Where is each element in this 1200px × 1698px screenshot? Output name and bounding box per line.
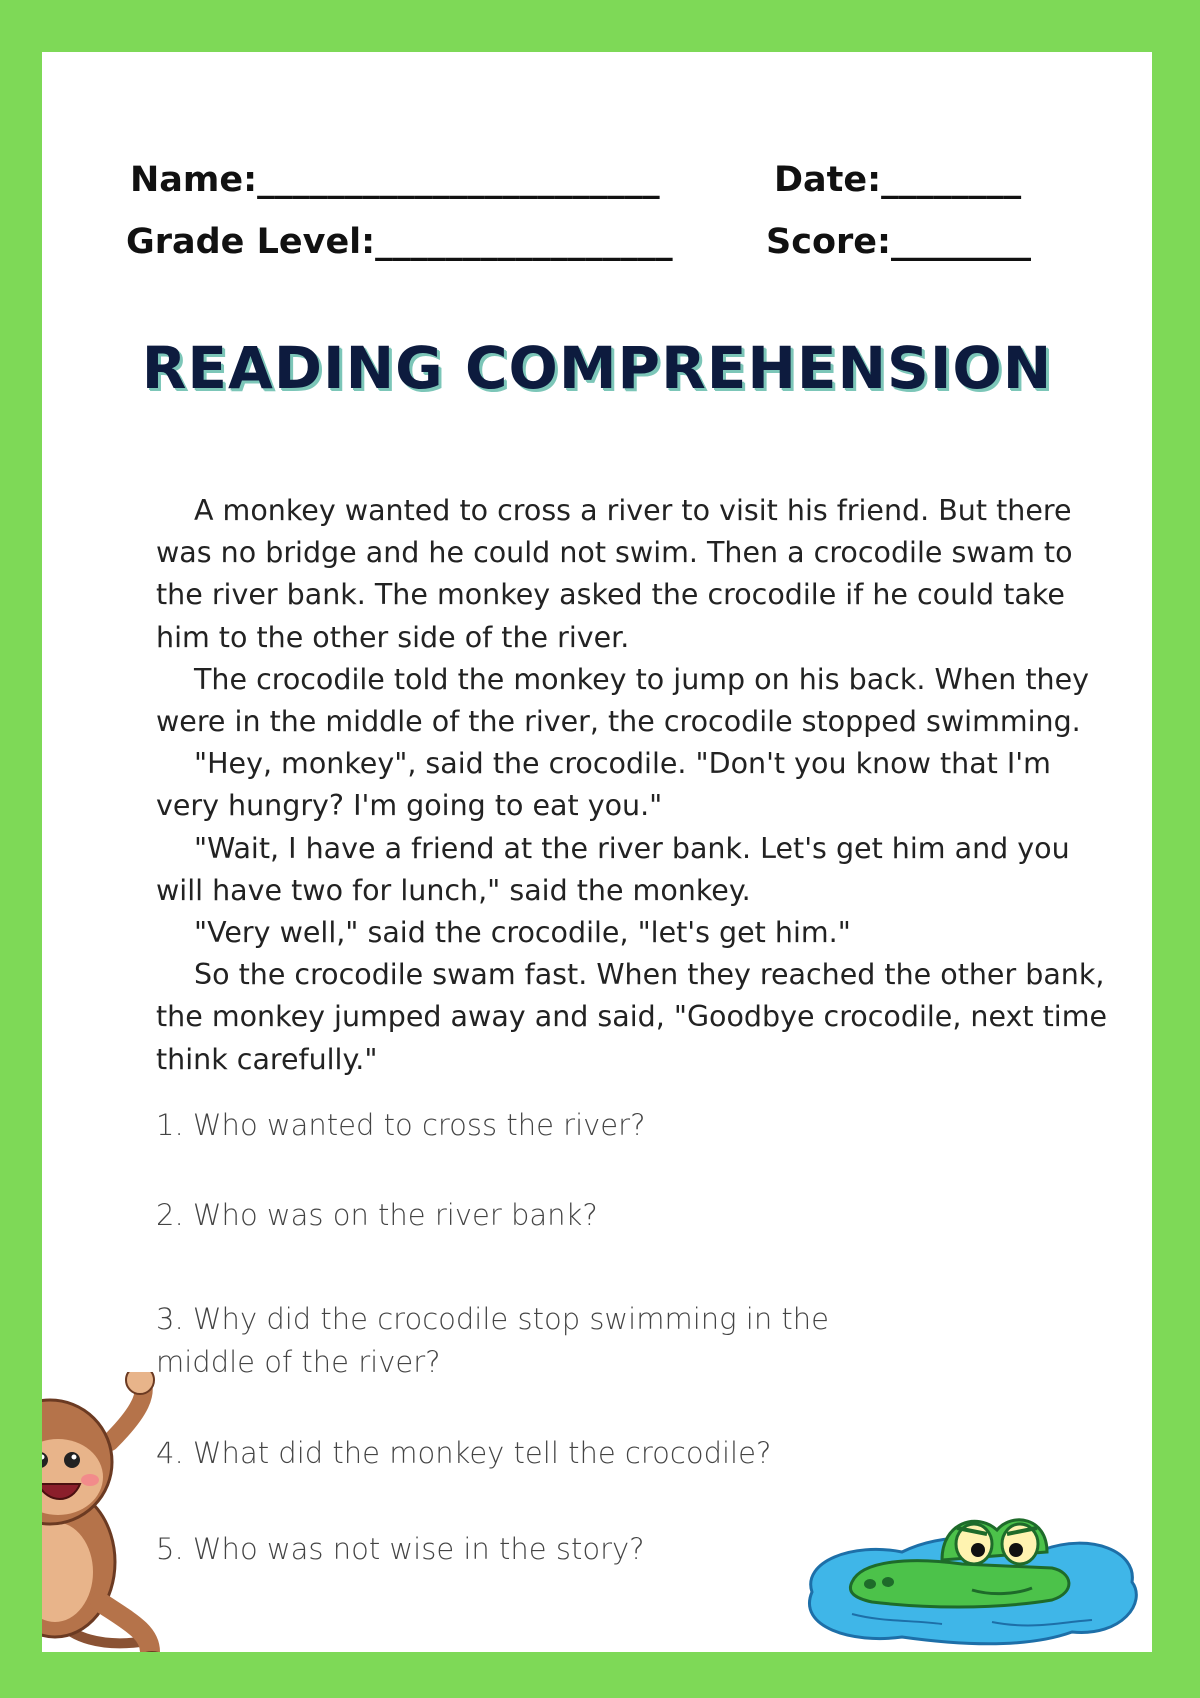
- date-field[interactable]: Date:________: [774, 160, 1022, 200]
- name-field[interactable]: Name:_______________________: [130, 160, 660, 200]
- question-4: 4. What did the monkey tell the crocodile?: [156, 1436, 772, 1470]
- question-3: 3. Why did the crocodile stop swimming in the middle of the river?: [156, 1302, 830, 1379]
- question-5: 5. Who was not wise in the story?: [156, 1532, 645, 1566]
- passage-paragraph: So the crocodile swam fast. When they reached the other bank, the monkey jumped away and said, "Goodbye crocodile, next time think carefully.": [156, 958, 1108, 1076]
- passage-paragraph: A monkey wanted to cross a river to visit his friend. But there was no bridge and he could not swim. Then a crocodile swam to the river bank. The monkey asked the crocodile if he could take him to the other side of the river.: [156, 494, 1073, 654]
- passage-paragraph: The crocodile told the monkey to jump on his back. When they were in the middle of the river, the crocodile stopped swimming.: [156, 662, 1090, 739]
- passage-paragraph: "Wait, I have a friend at the river bank. Let's get him and you will have two for lunch," said the monkey.: [156, 831, 1070, 907]
- score-field[interactable]: Score:________: [766, 222, 1031, 262]
- passage-paragraph: "Very well," said the crocodile, "let's get him.": [194, 916, 851, 950]
- passage-paragraph: "Hey, monkey", said the crocodile. "Don't you know that I'm very hungry? I'm going to eat you.": [156, 747, 1051, 823]
- worksheet-page: [42, 52, 1152, 1652]
- question-1: 1. Who wanted to cross the river?: [156, 1108, 646, 1142]
- monkey-illustration: [42, 1372, 180, 1652]
- grade-level-field[interactable]: Grade Level:_________________: [126, 222, 673, 262]
- reading-passage: [156, 490, 1116, 1081]
- page-title: READING COMPREHENSION: [141, 334, 1053, 402]
- question-2: 2. Who was on the river bank?: [156, 1198, 598, 1232]
- crocodile-illustration: [792, 1472, 1152, 1652]
